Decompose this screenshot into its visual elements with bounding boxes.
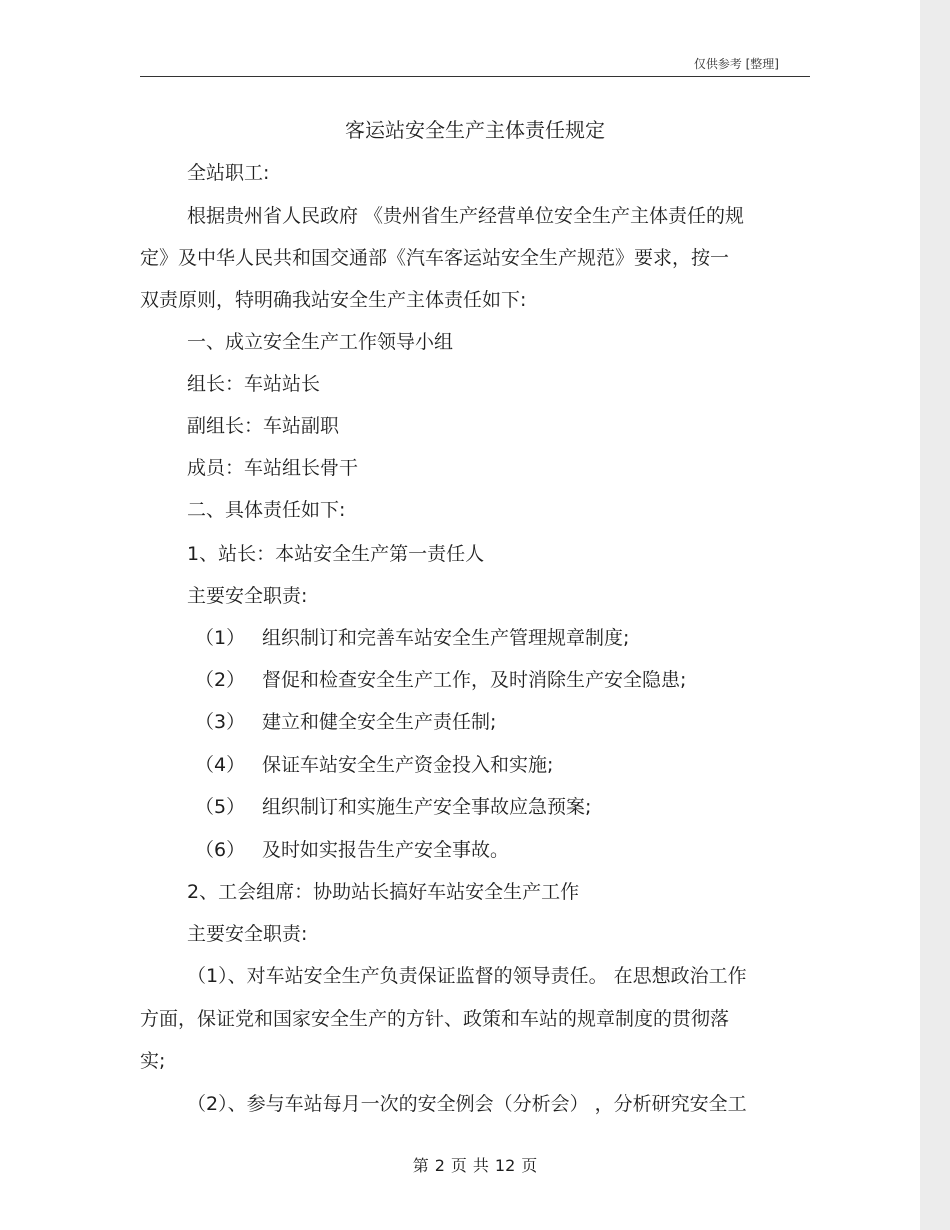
duties-label-2: 主要安全职责: — [187, 923, 308, 945]
intro-line-3: 双责原则，特明确我站安全生产主体责任如下: — [140, 289, 527, 311]
section-1-heading: 一、成立安全生产工作领导小组 — [187, 331, 454, 353]
duty-text: 及时如实报告生产安全事故。 — [262, 839, 510, 861]
intro-line-1: 根据贵州省人民政府 《贵州省生产经营单位安全生产主体责任的规 — [187, 205, 745, 227]
footer-suffix: 页 — [521, 1156, 538, 1175]
footer-prefix: 第 — [412, 1156, 429, 1175]
footer-page-word: 页 — [450, 1156, 467, 1175]
duty-text: 组织制订和实施生产安全事故应急预案; — [262, 796, 592, 818]
current-page-number: 2 — [434, 1156, 445, 1175]
union-duty-2-line-1: （2）、参与车站每月一次的安全例会（分析会） ，分析研究安全工 — [187, 1093, 747, 1115]
duty-number: （5） — [195, 796, 246, 818]
section-2-heading: 二、具体责任如下: — [187, 499, 346, 521]
member-leader: 组长：车站站长 — [187, 373, 321, 395]
header-note: 仅供参考 [整理] — [693, 57, 779, 71]
duty-number: （1） — [195, 627, 246, 649]
duty-text: 建立和健全安全生产责任制; — [262, 711, 497, 733]
duty-number: （2） — [195, 669, 246, 691]
duty-number: （4） — [195, 754, 246, 776]
intro-line-2: 定》及中华人民共和国交通部《汽车客运站安全生产规范》要求，按一 — [140, 247, 730, 269]
duty-text: 督促和检查安全生产工作，及时消除生产安全隐患; — [262, 669, 687, 691]
union-duty-1-line-3: 实; — [140, 1050, 166, 1072]
duty-text: 保证车站安全生产资金投入和实施; — [262, 754, 554, 776]
member-staff: 成员：车站组长骨干 — [187, 457, 359, 479]
union-duty-1-line-2: 方面，保证党和国家安全生产的方针、政策和车站的规章制度的贯彻落 — [140, 1008, 730, 1030]
duty-number: （3） — [195, 711, 246, 733]
duty-number: （6） — [195, 839, 246, 861]
footer-total-word: 共 — [472, 1156, 489, 1175]
duties-label: 主要安全职责: — [187, 585, 308, 607]
duty-text: 组织制订和完善车站安全生产管理规章制度; — [262, 627, 630, 649]
role-station-master: 1、站长：本站安全生产第一责任人 — [187, 543, 485, 565]
document-title: 客运站安全生产主体责任规定 — [345, 118, 605, 142]
salutation: 全站职工: — [187, 162, 270, 184]
member-deputy: 副组长：车站副职 — [187, 415, 340, 437]
role-union-chair: 2、工会组席：协助站长搞好车站安全生产工作 — [187, 881, 580, 903]
union-duty-1-line-1: （1）、对车站安全生产负责保证监督的领导责任。 在思想政治工作 — [187, 965, 747, 987]
page-footer — [0, 1155, 950, 1177]
total-pages-number: 12 — [494, 1156, 516, 1175]
header-divider — [140, 76, 810, 77]
